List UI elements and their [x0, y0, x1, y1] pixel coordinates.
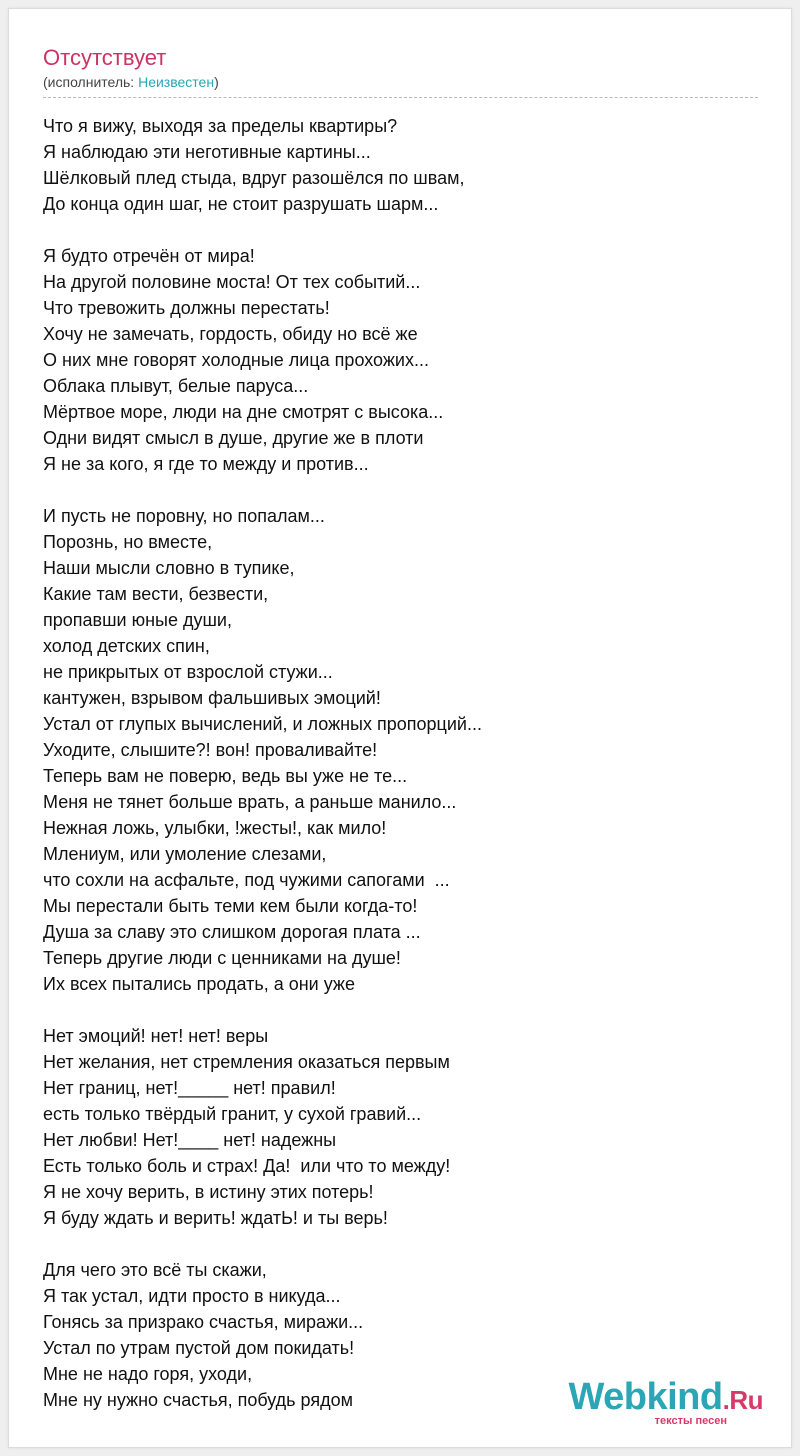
- artist-prefix: (исполнитель:: [43, 74, 139, 90]
- lyric-line: На другой половине моста! От тех событий...: [43, 272, 421, 292]
- artist-line: [43, 73, 758, 91]
- lyric-line: Теперь другие люди с ценниками на душе!: [43, 948, 401, 968]
- lyric-line: Млениум, или умоление слезами,: [43, 844, 327, 864]
- lyric-line: Я не за кого, я где то между и против...: [43, 454, 369, 474]
- lyric-line: Я будто отречён от мира!: [43, 246, 255, 266]
- lyric-line: Для чего это всё ты скажи,: [43, 1260, 267, 1280]
- song-header: [43, 45, 758, 98]
- lyric-line: Теперь вам не поверю, ведь вы уже не те...: [43, 766, 408, 786]
- lyric-line: Я наблюдаю эти неготивные картины...: [43, 142, 371, 162]
- lyric-line: И пусть не поровну, но попалам...: [43, 506, 325, 526]
- logo-tld: .Ru: [722, 1385, 763, 1415]
- lyric-line: Что я вижу, выходя за пределы квартиры?: [43, 116, 398, 136]
- lyric-line: О них мне говорят холодные лица прохожих...: [43, 350, 429, 370]
- lyric-line: Облака плывут, белые паруса...: [43, 376, 309, 396]
- lyric-line: Нет желания, нет стремления оказаться первым: [43, 1052, 450, 1072]
- site-logo[interactable]: [568, 1378, 763, 1427]
- lyric-line: Порознь, но вместе,: [43, 532, 213, 552]
- lyric-line: До конца один шаг, не стоит разрушать шарм...: [43, 194, 439, 214]
- artist-link[interactable]: Неизвестен: [138, 74, 215, 90]
- lyric-blank-line: [43, 1231, 773, 1257]
- lyric-line: Есть только боль и страх! Да! или что то между!: [43, 1156, 451, 1176]
- lyric-line: Меня не тянет больше врать, а раньше манило...: [43, 792, 457, 812]
- artist-suffix: ): [214, 74, 219, 90]
- lyric-blank-line: [43, 217, 773, 243]
- lyric-line: не прикрытых от взрослой стужи...: [43, 662, 333, 682]
- lyric-line: Шёлковый плед стыда, вдруг разошёлся по швам,: [43, 168, 465, 188]
- lyric-line: Нет эмоций! нет! нет! веры: [43, 1026, 269, 1046]
- lyric-line: Гонясь за призрако счастья, миражи...: [43, 1312, 364, 1332]
- lyric-line: Какие там вести, безвести,: [43, 584, 269, 604]
- lyric-line: Я буду ждать и верить! ждатЬ! и ты верь!: [43, 1208, 388, 1228]
- lyric-line: Нет любви! Нет!____ нет! надежны: [43, 1130, 337, 1150]
- lyric-line: Душа за славу это слишком дорогая плата ...: [43, 922, 421, 942]
- lyric-blank-line: [43, 477, 773, 503]
- lyric-line: Одни видят смысл в душе, другие же в плоти: [43, 428, 424, 448]
- lyric-line: Наши мысли словно в тупике,: [43, 558, 295, 578]
- lyric-line: Мне ну нужно счастья, побудь рядом: [43, 1390, 353, 1410]
- logo-name: Webkind: [568, 1376, 723, 1418]
- lyric-line: Мне не надо горя, уходи,: [43, 1364, 253, 1384]
- lyric-line: Мы перестали быть теми кем были когда-то!: [43, 896, 418, 916]
- lyric-line: Устал по утрам пустой дом покидать!: [43, 1338, 355, 1358]
- lyric-blank-line: [43, 997, 773, 1023]
- lyric-line: Хочу не замечать, гордость, обиду но всё же: [43, 324, 418, 344]
- lyric-line: Нет границ, нет!_____ нет! правил!: [43, 1078, 336, 1098]
- lyric-line: кантужен, взрывом фальшивых эмоций!: [43, 688, 381, 708]
- lyric-line: холод детских спин,: [43, 636, 210, 656]
- lyric-line: Их всех пытались продать, а они уже: [43, 974, 355, 994]
- lyric-line: Что тревожить должны перестать!: [43, 298, 330, 318]
- lyric-line: есть только твёрдый гранит, у сухой гравий...: [43, 1104, 422, 1124]
- logo-wordmark: [568, 1378, 763, 1419]
- lyric-line: Устал от глупых вычислений, и ложных пропорций...: [43, 714, 482, 734]
- song-title: Отсутствует: [43, 45, 167, 70]
- lyric-line: Мёртвое море, люди на дне смотрят с высока...: [43, 402, 444, 422]
- lyric-line: Я не хочу верить, в истину этих потерь!: [43, 1182, 374, 1202]
- lyric-line: Я так устал, идти просто в никуда...: [43, 1286, 341, 1306]
- logo-tagline: тексты песен: [654, 1415, 727, 1427]
- lyric-line: Нежная ложь, улыбки, !жесты!, как мило!: [43, 818, 387, 838]
- lyric-line: Уходите, слышите?! вон! проваливайте!: [43, 740, 378, 760]
- lyric-line: что сохли на асфальте, под чужими сапогами ...: [43, 870, 450, 890]
- lyrics-text: [43, 113, 773, 1413]
- page-card: [8, 8, 792, 1448]
- lyric-line: пропавши юные души,: [43, 610, 232, 630]
